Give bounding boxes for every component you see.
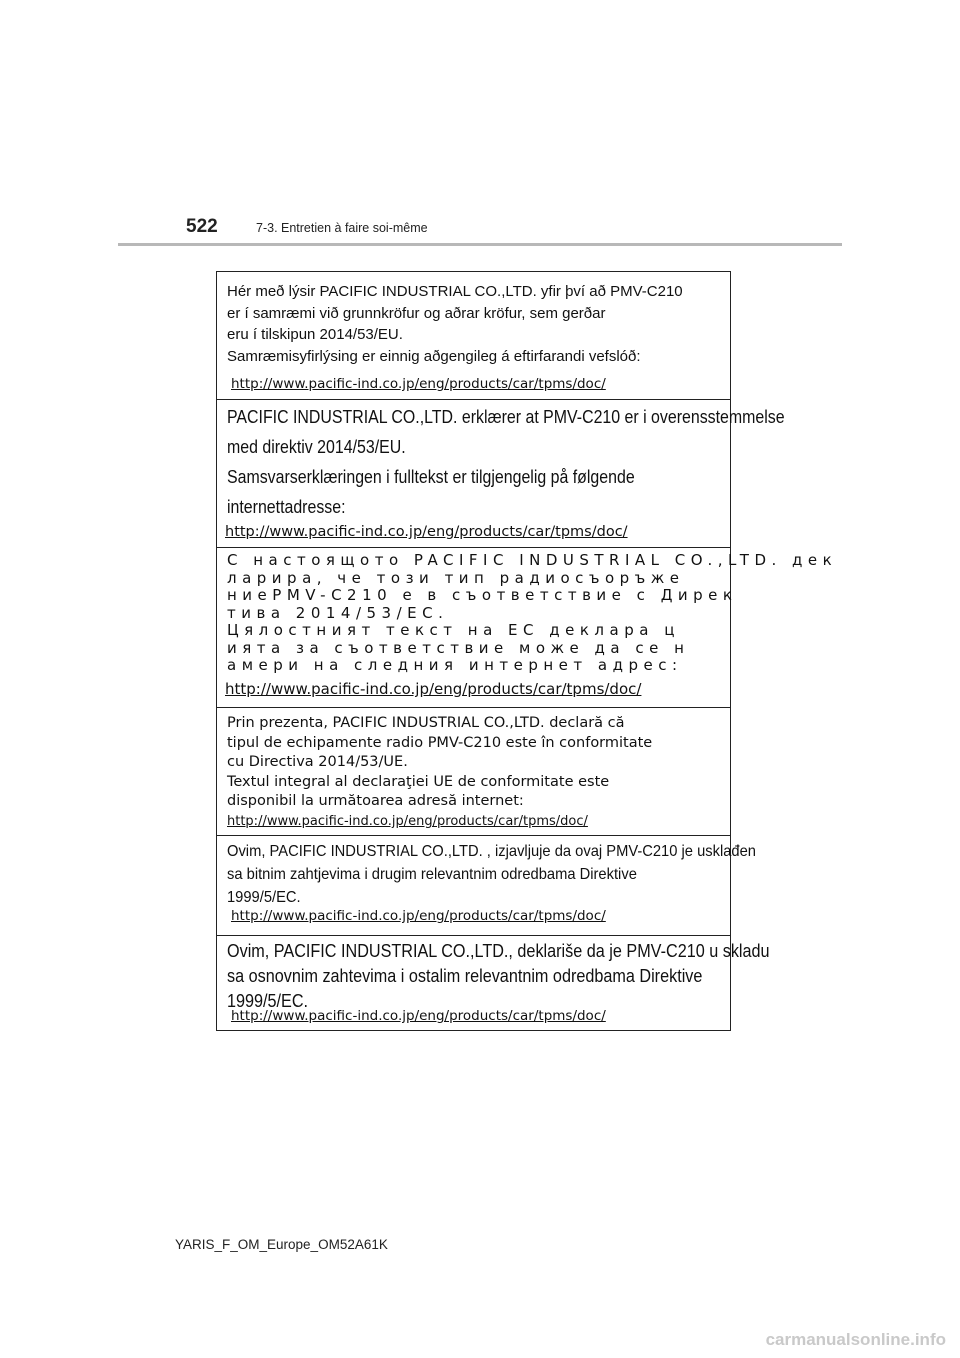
- declaration-icelandic: [217, 272, 730, 400]
- section-title: 7-3. Entretien à faire soi-même: [256, 221, 428, 235]
- declaration-url-link[interactable]: http://www.pacific-ind.co.jp/eng/products/car/tpms/doc/: [231, 908, 606, 924]
- declaration-line: амери на следния интернет адрес:: [227, 656, 683, 674]
- declaration-line: С настоящото PACIFIC INDUSTRIAL CO.,LTD. дек: [227, 551, 838, 569]
- declaration-line: Hér með lýsir PACIFIC INDUSTRIAL CO.,LTD. yfir því að PMV-C210: [227, 283, 683, 300]
- declaration-line: cu Directiva 2014/53/UE.: [227, 754, 408, 770]
- declaration-line: PACIFIC INDUSTRIAL CO.,LTD. erklærer at PMV-C210 er i overensstemmelse: [227, 406, 785, 427]
- declaration-line: Textul integral al declaraţiei UE de conformitate este: [227, 773, 610, 790]
- declaration-line: ниеPMV-C210 е в съответствие с Дирек: [227, 586, 738, 604]
- declaration-norwegian: [217, 400, 785, 548]
- declaration-romanian: [217, 708, 730, 836]
- declaration-line: 1999/5/EC.: [227, 889, 301, 906]
- watermark: carmanualsonline.info: [765, 1330, 946, 1349]
- declaration-line: Ovim, PACIFIC INDUSTRIAL CO.,LTD., deklariše da je PMV-C210 u skladu: [227, 941, 770, 961]
- page-number: 522: [186, 216, 218, 237]
- declaration-bosnian: [217, 936, 770, 1030]
- declaration-url-link[interactable]: http://www.pacific-ind.co.jp/eng/products/car/tpms/doc/: [225, 680, 642, 698]
- declaration-line: med direktiv 2014/53/EU.: [227, 436, 406, 457]
- declaration-url-link[interactable]: http://www.pacific-ind.co.jp/eng/products/car/tpms/doc/: [225, 524, 628, 540]
- declaration-line: er í samræmi við grunnkröfur og aðrar kröfur, sem gerðar: [227, 304, 606, 322]
- declaration-line: ларира, че този тип радиосъоръже: [227, 568, 685, 587]
- declaration-line: ията за съответствие може да се н: [227, 638, 690, 657]
- declaration-line: sa osnovnim zahtevima i ostalim relevantnim odredbama Direktive: [227, 966, 703, 986]
- declaration-box: [216, 271, 838, 1031]
- declaration-line: Prin prezenta, PACIFIC INDUSTRIAL CO.,LTD. declară că: [227, 715, 625, 731]
- footer-doc-id: YARIS_F_OM_Europe_OM52A61K: [175, 1237, 388, 1252]
- declaration-bulgarian: [217, 548, 838, 708]
- header-rule: [118, 243, 842, 246]
- declaration-line: eru í tilskipun 2014/53/EU.: [227, 326, 403, 343]
- declaration-line: disponibil la următoarea adresă internet:: [227, 793, 524, 809]
- declaration-url-link[interactable]: http://www.pacific-ind.co.jp/eng/products/car/tpms/doc/: [231, 376, 606, 392]
- declaration-line: тива 2014/53/ЕС.: [227, 603, 449, 622]
- declaration-line: Samsvarserklæringen i fulltekst er tilgjengelig på følgende: [227, 466, 635, 487]
- declaration-line: sa bitnim zahtjevima i drugim relevantnim odredbama Direktive: [227, 866, 637, 883]
- declaration-line: 1999/5/EC.: [227, 991, 309, 1011]
- declaration-line: tipul de echipamente radio PMV-C210 este în conformitate: [227, 734, 653, 751]
- declaration-line: Samræmisyfirlýsing er einnig aðgengileg á eftirfarandi vefslóð:: [227, 347, 641, 365]
- declaration-croatian: [217, 836, 756, 936]
- declaration-line: internettadresse:: [227, 496, 346, 517]
- declaration-line: Ovim, PACIFIC INDUSTRIAL CO.,LTD. , izjavljuje da ovaj PMV-C210 je usklađen: [227, 843, 756, 860]
- declaration-url-link[interactable]: http://www.pacific-ind.co.jp/eng/products/car/tpms/doc/: [227, 814, 588, 829]
- declaration-url-link[interactable]: http://www.pacific-ind.co.jp/eng/products/car/tpms/doc/: [231, 1008, 606, 1024]
- declaration-line: Цялостният текст на ЕС деклара ц: [227, 621, 680, 639]
